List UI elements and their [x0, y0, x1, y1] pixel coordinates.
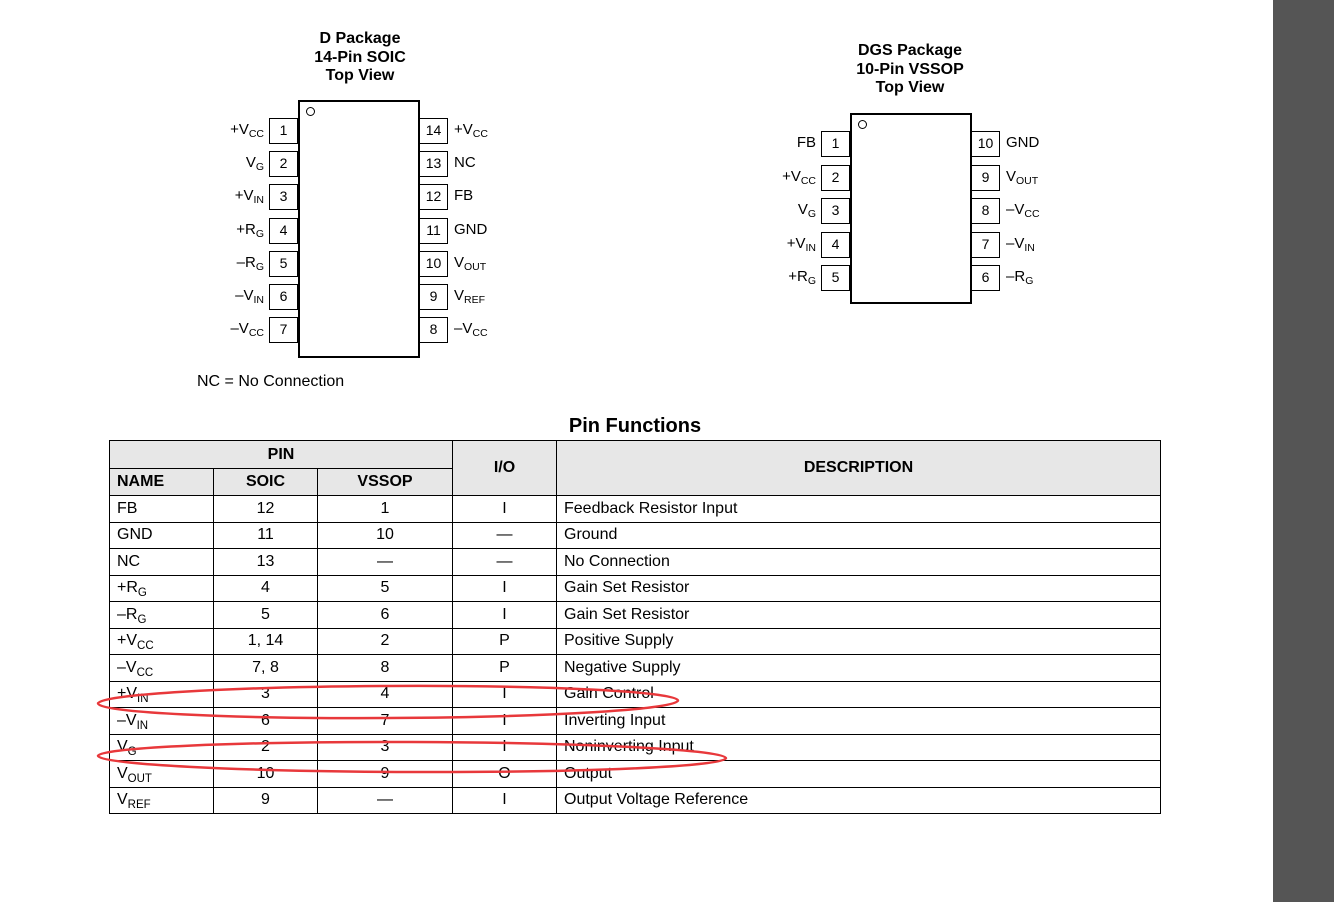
pin-name-sub: CC [137, 640, 154, 653]
table-row [110, 575, 1161, 602]
pin-name-sub: IN [136, 719, 149, 732]
pin-name-main: FB [117, 499, 138, 517]
dgs-package-title-line: DGS Package [857, 42, 963, 59]
table-row [110, 761, 1161, 788]
pin-label-sub: CC [248, 128, 264, 140]
pin-name-cell [110, 496, 214, 523]
table-row [110, 522, 1161, 549]
table-row [110, 496, 1161, 523]
pin-number-box: 13 [419, 151, 448, 177]
pin-number-box: 12 [419, 184, 448, 210]
pin-label [1006, 168, 1038, 186]
table-row [110, 628, 1161, 655]
pin-name-main: +R [117, 579, 138, 597]
pin-label [1006, 268, 1033, 286]
pin-label-sub: G [255, 260, 264, 273]
pin-label-sub: OUT [1016, 174, 1039, 187]
dgs-package-title [810, 42, 1010, 98]
pin-label-sub: CC [472, 128, 488, 140]
pin-number-box: 14 [419, 118, 448, 144]
pin-label-sub: OUT [464, 260, 487, 273]
pin-number-box: 4 [269, 218, 298, 244]
pin-label [454, 121, 488, 139]
pin-label-main: –V [230, 320, 249, 338]
pin-label [235, 287, 264, 305]
pin-number-box: 7 [269, 317, 298, 343]
soic-cell: 13 [214, 549, 318, 576]
pin-label [235, 187, 264, 205]
io-cell: P [453, 628, 557, 655]
pin-number-box: 2 [269, 151, 298, 177]
pin-number-box: 3 [269, 184, 298, 210]
pin-label-main: +R [788, 268, 808, 285]
pin-number-box: 8 [419, 317, 448, 343]
pin-label-main: –V [1006, 201, 1025, 218]
soic-cell: 7, 8 [214, 655, 318, 682]
pin-label [237, 254, 264, 272]
pin-name-sub: G [127, 746, 137, 759]
name-header: NAME [110, 469, 214, 496]
table-row [110, 708, 1161, 735]
pin-label-main: +R [236, 220, 256, 238]
vssop-cell: 4 [318, 681, 453, 708]
pin-label-main: GND [454, 220, 488, 238]
vssop-cell: 5 [318, 575, 453, 602]
pin-number-box: 5 [269, 251, 298, 277]
pin-label-main: V [454, 253, 465, 271]
pin-label-sub: CC [1024, 208, 1040, 220]
io-cell: I [453, 681, 557, 708]
pin-number-box: 2 [821, 165, 850, 191]
d-package-chip-body [298, 100, 420, 358]
pin-name-cell [110, 628, 214, 655]
vssop-cell: 10 [318, 522, 453, 549]
pin-label [454, 320, 488, 338]
pin-label-main: FB [454, 187, 474, 205]
pin-label-sub: CC [800, 174, 816, 187]
pin-name-sub: REF [127, 799, 151, 812]
vssop-cell: — [318, 549, 453, 576]
vssop-cell: 7 [318, 708, 453, 735]
pin-name-cell [110, 549, 214, 576]
soic-cell: 12 [214, 496, 318, 523]
pin-name-main: –V [117, 711, 137, 729]
pin-functions-body [110, 496, 1161, 814]
pin-name-cell [110, 522, 214, 549]
pin-label-sub: IN [253, 294, 264, 306]
pin-number-box: 6 [269, 284, 298, 310]
pin-label [236, 221, 264, 239]
table-row [110, 681, 1161, 708]
pin-name-cell [110, 681, 214, 708]
pin-label-main: +V [230, 121, 249, 138]
pin-label [454, 221, 487, 239]
pin1-marker-icon [306, 107, 315, 116]
description-cell: Gain Set Resistor [557, 602, 1161, 629]
dgs-package-title-line: Top View [875, 79, 945, 96]
pin-name-sub: OUT [127, 772, 152, 785]
description-cell: Ground [557, 522, 1161, 549]
pin-label-sub: G [255, 161, 264, 174]
io-header: I/O [453, 441, 557, 496]
pin-label [782, 168, 816, 186]
pin-label-main: V [454, 287, 465, 304]
pin-label-main: V [1006, 167, 1017, 185]
pin-label-sub: REF [464, 294, 486, 306]
soic-cell: 5 [214, 602, 318, 629]
d-package-title-line: 14-Pin SOIC [314, 48, 406, 66]
pin1-marker-icon [858, 120, 867, 129]
pin-name-main: GND [117, 526, 153, 544]
soic-cell: 3 [214, 681, 318, 708]
io-cell: I [453, 602, 557, 629]
pin-name-cell [110, 734, 214, 761]
description-cell: Noninverting Input [557, 734, 1161, 761]
pin-number-box: 10 [419, 251, 448, 277]
description-cell: Positive Supply [557, 628, 1161, 655]
pin-name-main: +V [117, 632, 138, 650]
io-cell: I [453, 787, 557, 814]
pin-number-box: 6 [971, 265, 1000, 291]
pin-name-main: +V [117, 685, 138, 703]
pin-label [454, 287, 485, 305]
pin-label-sub: IN [1024, 241, 1035, 254]
io-cell: O [453, 761, 557, 788]
description-cell: Gain Set Resistor [557, 575, 1161, 602]
soic-cell: 1, 14 [214, 628, 318, 655]
description-cell: No Connection [557, 549, 1161, 576]
pin-number-box: 3 [821, 198, 850, 224]
pin-name-sub: CC [136, 666, 154, 679]
io-cell: — [453, 549, 557, 576]
pin-label-sub: G [255, 227, 264, 240]
vssop-cell: 2 [318, 628, 453, 655]
io-cell: I [453, 575, 557, 602]
soic-cell: 11 [214, 522, 318, 549]
pin-name-cell [110, 761, 214, 788]
pin-label [1006, 134, 1039, 152]
pin-label [230, 320, 264, 338]
pin-name-cell [110, 655, 214, 682]
pin-functions-title: Pin Functions [568, 415, 702, 437]
io-cell: I [453, 496, 557, 523]
description-cell: Feedback Resistor Input [557, 496, 1161, 523]
pin-name-main: V [117, 791, 128, 809]
pin-number-box: 1 [821, 131, 850, 157]
vssop-cell: 1 [318, 496, 453, 523]
pin-header: PIN [110, 441, 453, 469]
pin-name-main: V [117, 738, 128, 756]
pin-label-main: +V [786, 234, 806, 252]
pin-label-sub: G [807, 208, 816, 220]
nc-note: NC = No Connection [197, 373, 345, 390]
pin-label [454, 187, 473, 205]
pin-number-box: 9 [971, 165, 1000, 191]
pin-name-cell [110, 575, 214, 602]
description-header: DESCRIPTION [557, 441, 1161, 496]
pin-label-main: FB [796, 134, 816, 151]
table-row [110, 602, 1161, 629]
description-cell: Negative Supply [557, 655, 1161, 682]
pin-label-sub: CC [248, 327, 264, 340]
pin-label-main: –V [454, 320, 473, 338]
pin-label [797, 134, 816, 152]
pin-label-main: –R [236, 253, 256, 271]
pin-label [798, 201, 816, 219]
soic-cell: 4 [214, 575, 318, 602]
pin-label-main: V [797, 201, 808, 218]
vssop-cell: — [318, 787, 453, 814]
pin-name-main: V [117, 764, 128, 782]
description-cell: Output Voltage Reference [557, 787, 1161, 814]
description-cell: Inverting Input [557, 708, 1161, 735]
table-row [110, 734, 1161, 761]
pin-name-main: NC [117, 552, 141, 570]
vssop-header: VSSOP [318, 469, 453, 496]
pin-label-main: –R [1006, 268, 1026, 285]
pin-label-main: –V [235, 287, 254, 304]
pin-label [1006, 235, 1035, 253]
pin-label-main: GND [1006, 134, 1040, 151]
pin-label-main: V [245, 154, 256, 172]
pin-label [788, 268, 816, 286]
soic-cell: 2 [214, 734, 318, 761]
pin-label-sub: IN [805, 241, 816, 254]
dgs-package-title-line: 10-Pin VSSOP [856, 60, 964, 78]
table-row [110, 549, 1161, 576]
pin-label [454, 254, 486, 272]
vssop-cell: 3 [318, 734, 453, 761]
pin-label-sub: G [807, 275, 816, 287]
table-row [110, 787, 1161, 814]
vssop-cell: 8 [318, 655, 453, 682]
pin-number-box: 7 [971, 232, 1000, 258]
pin-label-sub: IN [253, 194, 264, 207]
soic-cell: 9 [214, 787, 318, 814]
pin-name-main: –V [117, 658, 137, 676]
table-header-row [110, 441, 1161, 469]
pin-label [246, 154, 264, 172]
io-cell: I [453, 734, 557, 761]
pin-functions-table [109, 440, 1161, 814]
pin-label-sub: G [1025, 275, 1034, 287]
description-cell: Gain Control [557, 681, 1161, 708]
pin-label-sub: CC [472, 327, 488, 340]
pin-name-sub: G [137, 587, 147, 600]
scrollbar[interactable] [1273, 0, 1334, 902]
pin-name-cell [110, 602, 214, 629]
pin-name-cell [110, 787, 214, 814]
dgs-package-chip-body [850, 113, 972, 304]
pin-label [230, 121, 264, 139]
io-cell: — [453, 522, 557, 549]
description-cell: Output [557, 761, 1161, 788]
io-cell: P [453, 655, 557, 682]
soic-cell: 6 [214, 708, 318, 735]
pin-name-sub: G [137, 613, 147, 626]
pin-number-box: 4 [821, 232, 850, 258]
io-cell: I [453, 708, 557, 735]
pin-label [1006, 201, 1040, 219]
soic-cell: 10 [214, 761, 318, 788]
pin-number-box: 11 [419, 218, 448, 244]
pin-name-sub: IN [137, 693, 149, 706]
d-package-title-line: Top View [325, 67, 395, 84]
table-row [110, 655, 1161, 682]
pin-number-box: 1 [269, 118, 298, 144]
pin-label-main: –V [1006, 234, 1025, 252]
vssop-cell: 9 [318, 761, 453, 788]
pin-label-main: +V [234, 187, 254, 205]
vssop-cell: 6 [318, 602, 453, 629]
d-package-title [260, 30, 460, 86]
pin-number-box: 9 [419, 284, 448, 310]
pin-name-cell [110, 708, 214, 735]
soic-header: SOIC [214, 469, 318, 496]
pin-label-main: +V [454, 121, 473, 138]
pin-name-main: –R [117, 605, 138, 623]
pin-number-box: 5 [821, 265, 850, 291]
pin-label [787, 235, 816, 253]
pin-label-main: NC [454, 154, 476, 172]
pin-label [454, 154, 476, 172]
pin-number-box: 10 [971, 131, 1000, 157]
d-package-title-line: D Package [319, 30, 401, 47]
pin-number-box: 8 [971, 198, 1000, 224]
pin-label-main: +V [782, 167, 801, 185]
